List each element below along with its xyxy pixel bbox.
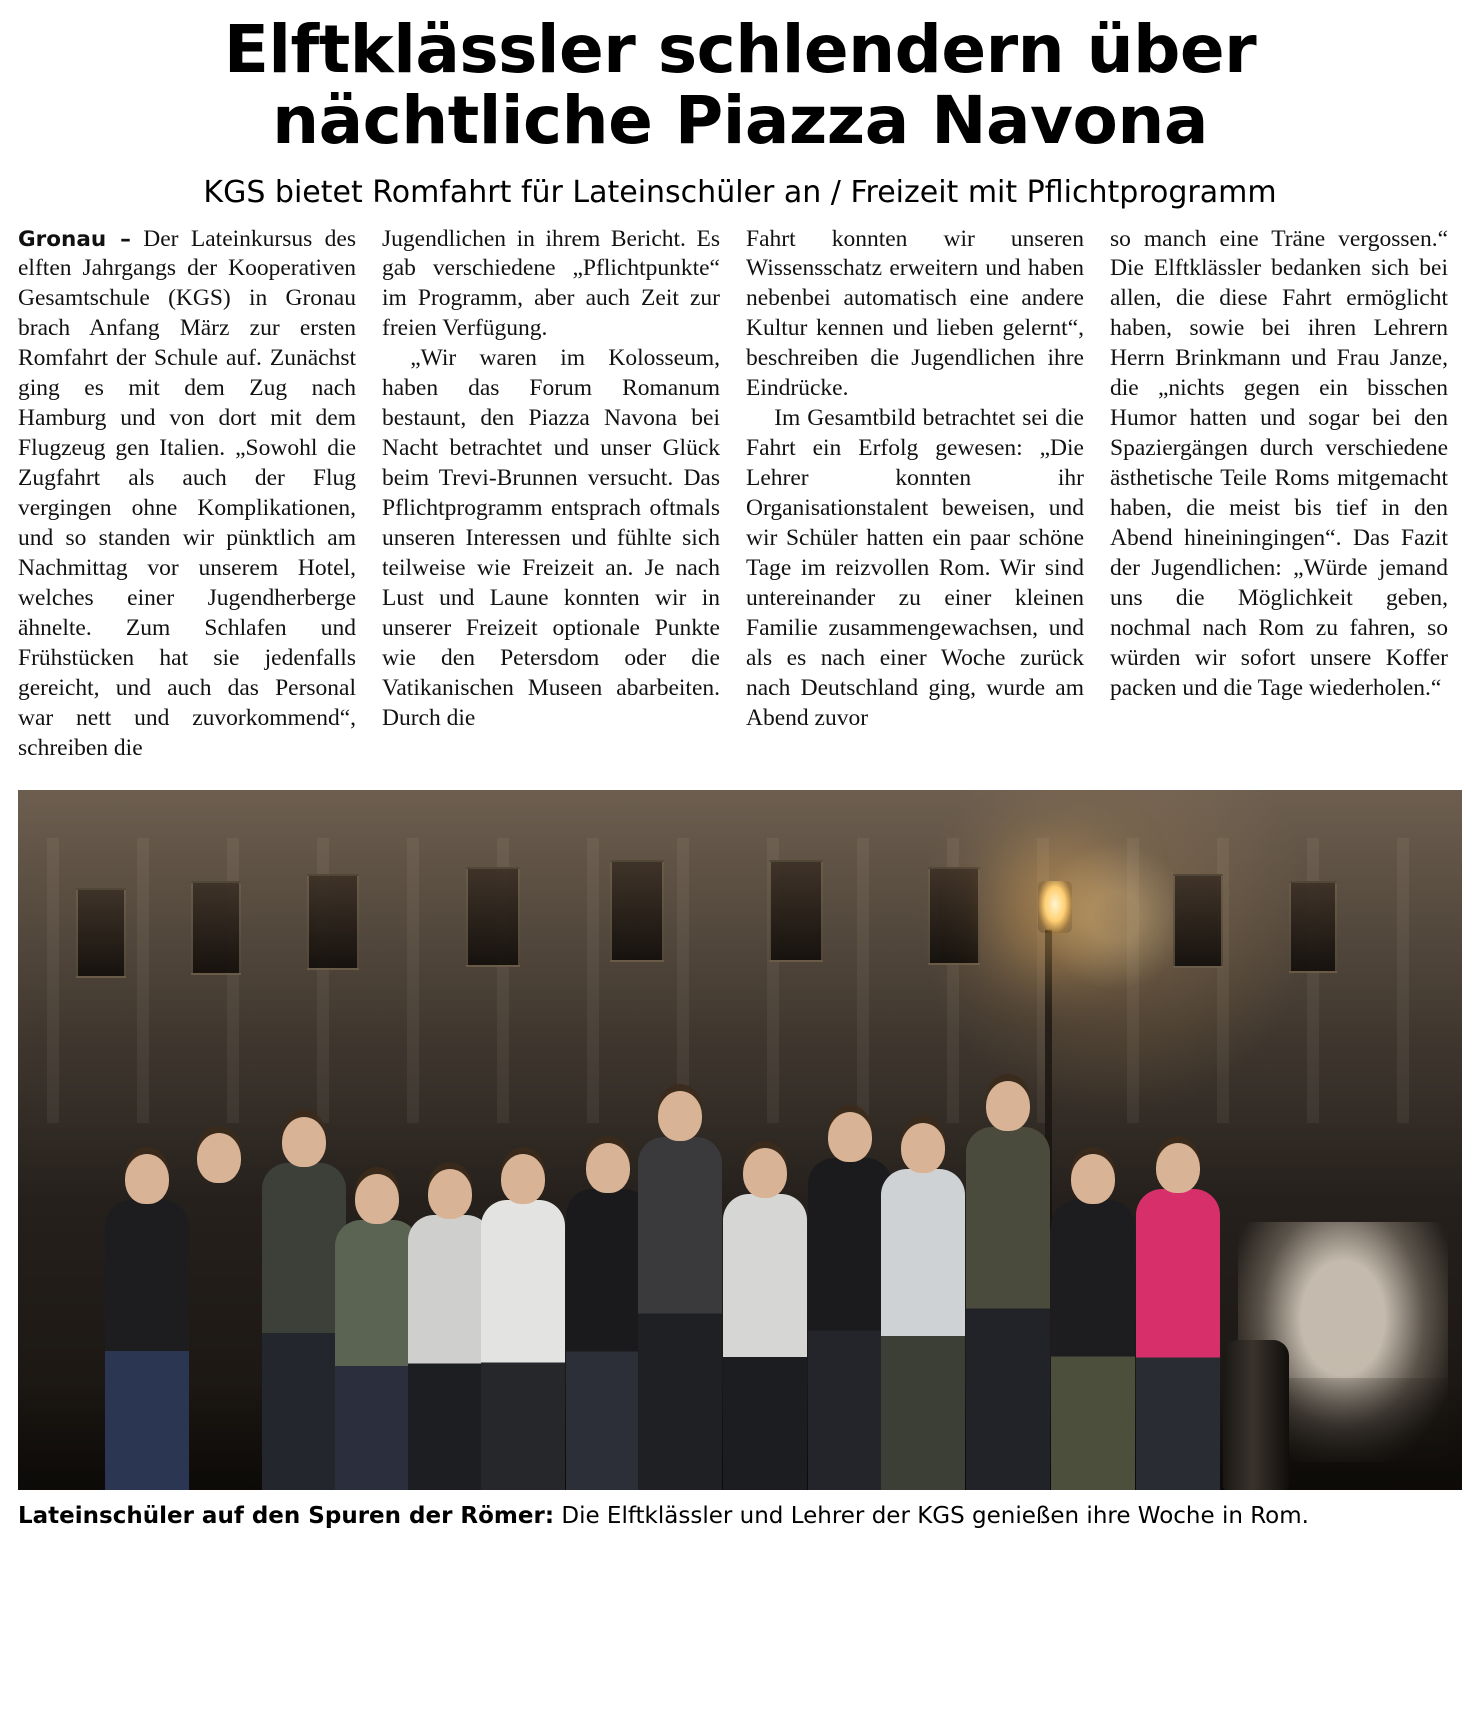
photo-caption [18,1502,1462,1531]
photo-background [18,790,1462,1490]
person [262,1163,346,1489]
person [566,1189,650,1489]
person [638,1137,722,1489]
person [335,1220,419,1489]
facade-window [76,888,126,978]
article-column-1 [18,225,356,764]
person [723,1194,807,1489]
facade-window [610,860,664,962]
article-column-2 [382,225,720,764]
article-subheadline: KGS bietet Romfahrt für Lateinschüler an / Freizeit mit Pflichtprogramm [203,174,1277,210]
person-head [986,1081,1030,1131]
person-head [901,1123,945,1173]
dateline: Gronau – [18,226,131,252]
person-head [658,1091,702,1141]
facade-window [928,867,980,965]
paragraph: Fahrt konnten wir unseren Wissensschatz erweitern und haben nebenbei automatisch eine andere Kultur kennen und lieben gelernt“, beschreiben die Jugendlichen ihre Eindrücke. [746,225,1084,402]
paragraph: Im Gesamtbild betrachtet sei die Fahrt ein Erfolg gewesen: „Die Lehrer konnten ihr Organisationstalent beweisen, und wir Schüler hatten ein paar schöne Tage im reizvollen Rom. Wir sind untereinander zu einer kleinen Familie zusammengewachsen, und als es nach einer Woche zurück nach Deutschland ging, wurde am Abend zuvor [746,405,1084,731]
person-head [197,1133,241,1183]
person-head [1071,1154,1115,1204]
person-head [125,1154,169,1204]
article-photo [18,790,1462,1490]
person [177,1179,261,1490]
person [966,1127,1050,1490]
facade-window [191,881,241,975]
person [481,1200,565,1490]
person [1136,1189,1220,1489]
student-group [105,972,1318,1490]
person-head [586,1143,630,1193]
page-title: Elftklässler schlendern über nächtliche Piazza Navona [223,11,1257,160]
facade-window [1173,874,1223,968]
person-head [501,1154,545,1204]
person [105,1200,189,1490]
paragraph: Jugendlichen in ihrem Bericht. Es gab verschiedene „Pflichtpunkte“ im Programm, aber auch Zeit zur freien Verfügung. [382,225,720,342]
article-column-4 [1110,225,1448,764]
person-head [282,1117,326,1167]
facade-window [307,874,359,970]
person-head [1156,1143,1200,1193]
paragraph-text: Der Lateinkursus des elften Jahrgangs der Kooperativen Gesamtschule (KGS) in Gronau brach Anfang März zur ersten Romfahrt der Schule auf. Zunächst ging es mit dem Zug nach Hamburg und von dort mit dem Flugzeug gen Italien. „Sowohl die Zugfahrt als auch der Flug vergingen ohne Komplikationen, und so standen wir pünktlich am Nachmittag vor unserem Hotel, welches einer Jugendherberge ähnelte. Zum Schlafen und Frühstücken hat sie jedenfalls gereicht, und auch das Personal war nett und zuvorkommend“, schreiben die [18,225,356,761]
person-head [355,1174,399,1224]
photo-caption-text: Die Elftklässler und Lehrer der KGS genießen ihre Woche in Rom. [554,1502,1309,1529]
article-body [18,225,1462,764]
paragraph: so manch eine Träne vergossen.“ Die Elftklässler bedanken sich bei allen, die diese Fahrt ermöglicht haben, sowie bei ihren Lehrern Herrn Brinkmann und Frau Janze, die „nichts gegen ein bisschen Humor hatten und sogar bei den Spaziergängen durch verschiedene ästhetische Teile Roms mitgemacht haben, die meist bis tief in den Abend hineiningingen“. Das Fazit der Jugendlichen: „Würde jemand uns die Möglichkeit geben, nochmal nach Rom zu fahren, so würden wir sofort unsere Koffer packen und die Tage wiederholen.“ [1110,225,1448,701]
person-head [428,1169,472,1219]
person [808,1158,892,1490]
person [1051,1200,1135,1490]
street-lamp-light [1038,881,1072,933]
facade-window [1289,881,1337,973]
facade-window [466,867,520,967]
paragraph [18,225,356,764]
person-head [743,1148,787,1198]
article-column-3 [746,225,1084,764]
paragraph: „Wir waren im Kolosseum, haben das Forum Romanum bestaunt, den Piazza Navona bei Nacht betrachtet und unser Glück beim Trevi-Brunnen versucht. Das Pflichtprogramm entsprach oftmals unseren Interessen und fühlte sich teilweise wie Freizeit an. Je nach Lust und Laune konnten wir in unserer Freizeit optionale Punkte wie den Petersdom oder die Vatikanischen Museen abarbeiten. Durch die [382,345,720,731]
facade-window [769,860,823,962]
person [881,1169,965,1490]
person-head [828,1112,872,1162]
person [408,1215,492,1490]
photo-caption-lead: Lateinschüler auf den Spuren der Römer: [18,1502,555,1529]
